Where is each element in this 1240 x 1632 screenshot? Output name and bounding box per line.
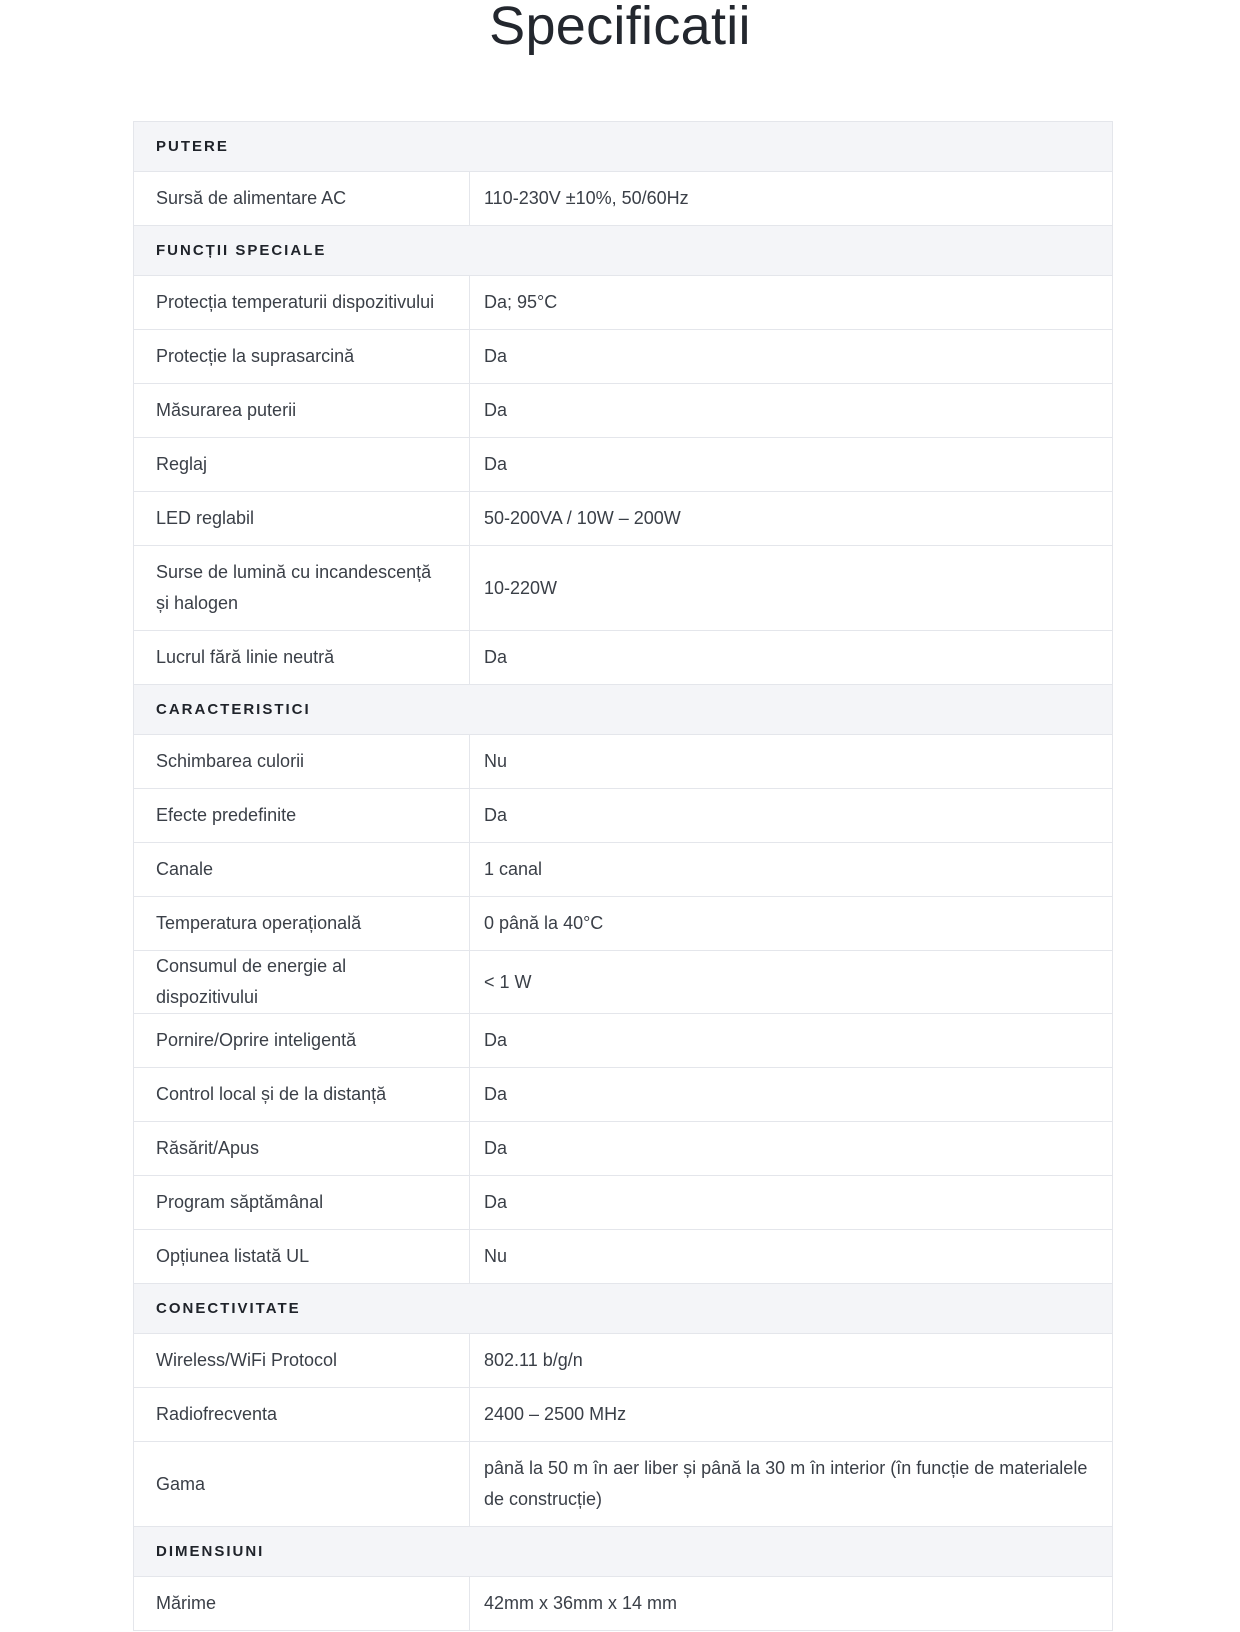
table-row: [134, 384, 1113, 438]
spec-value: Da: [470, 384, 1113, 438]
spec-value: 110-230V ±10%, 50/60Hz: [470, 172, 1113, 226]
spec-label: Protecția temperaturii dispozitivului: [134, 276, 470, 330]
section-header-caracteristici: [134, 685, 1113, 735]
spec-label: Consumul de energie al dispozitivului: [134, 951, 470, 1014]
spec-value: Da: [470, 1068, 1113, 1122]
spec-label: Opțiunea listată UL: [134, 1230, 470, 1284]
spec-value: Da: [470, 1014, 1113, 1068]
table-row: [134, 897, 1113, 951]
spec-value: Da: [470, 789, 1113, 843]
section-header-dimensiuni: [134, 1527, 1113, 1577]
spec-label: Sursă de alimentare AC: [134, 172, 470, 226]
table-row: [134, 843, 1113, 897]
spec-value: Da: [470, 1122, 1113, 1176]
table-row: [134, 546, 1113, 631]
spec-label: Wireless/WiFi Protocol: [134, 1334, 470, 1388]
table-row: [134, 438, 1113, 492]
spec-value: 10-220W: [470, 546, 1113, 631]
table-row: [134, 492, 1113, 546]
table-row: [134, 1230, 1113, 1284]
table-row: [134, 330, 1113, 384]
spec-label: Lucrul fără linie neutră: [134, 631, 470, 685]
section-header-conectivitate: [134, 1284, 1113, 1334]
spec-value: 42mm x 36mm x 14 mm: [470, 1577, 1113, 1631]
spec-value: 802.11 b/g/n: [470, 1334, 1113, 1388]
table-row: [134, 1388, 1113, 1442]
spec-label: Gama: [134, 1442, 470, 1527]
table-row: [134, 1442, 1113, 1527]
table-row: [134, 789, 1113, 843]
spec-label: LED reglabil: [134, 492, 470, 546]
page-title: Specificatii: [489, 0, 751, 56]
section-heading: CONECTIVITATE: [134, 1284, 1113, 1334]
spec-label: Schimbarea culorii: [134, 735, 470, 789]
spec-value: 0 până la 40°C: [470, 897, 1113, 951]
table-row: [134, 1334, 1113, 1388]
specifications-table: [133, 121, 1113, 1631]
table-row: [134, 1122, 1113, 1176]
table-row: [134, 1014, 1113, 1068]
table-row: [134, 1577, 1113, 1631]
spec-value: Da: [470, 438, 1113, 492]
section-heading: CARACTERISTICI: [134, 685, 1113, 735]
spec-label: Reglaj: [134, 438, 470, 492]
table-row: [134, 172, 1113, 226]
spec-label: Mărime: [134, 1577, 470, 1631]
spec-value: 50-200VA / 10W – 200W: [470, 492, 1113, 546]
spec-value: până la 50 m în aer liber și până la 30 m în interior (în funcție de materialele de construcție): [470, 1442, 1113, 1527]
spec-value: Da: [470, 330, 1113, 384]
section-header-putere: [134, 122, 1113, 172]
spec-value: Da: [470, 631, 1113, 685]
table-row: [134, 631, 1113, 685]
table-row: [134, 735, 1113, 789]
spec-label: Temperatura operațională: [134, 897, 470, 951]
spec-value: < 1 W: [470, 951, 1113, 1014]
spec-value: Nu: [470, 735, 1113, 789]
spec-label: Control local și de la distanță: [134, 1068, 470, 1122]
spec-value: Nu: [470, 1230, 1113, 1284]
spec-label: Program săptămânal: [134, 1176, 470, 1230]
table-row: [134, 951, 1113, 1014]
spec-label: Măsurarea puterii: [134, 384, 470, 438]
spec-label: Surse de lumină cu incandescență și halogen: [134, 546, 470, 631]
spec-label: Pornire/Oprire inteligentă: [134, 1014, 470, 1068]
section-heading: FUNCȚII SPECIALE: [134, 226, 1113, 276]
table-row: [134, 276, 1113, 330]
section-heading: PUTERE: [134, 122, 1113, 172]
spec-label: Răsărit/Apus: [134, 1122, 470, 1176]
spec-value: 2400 – 2500 MHz: [470, 1388, 1113, 1442]
spec-value: Da: [470, 1176, 1113, 1230]
spec-label: Protecție la suprasarcină: [134, 330, 470, 384]
spec-value: Da; 95°C: [470, 276, 1113, 330]
section-heading: DIMENSIUNI: [134, 1527, 1113, 1577]
spec-label: Efecte predefinite: [134, 789, 470, 843]
spec-label: Radiofrecventa: [134, 1388, 470, 1442]
spec-label: Canale: [134, 843, 470, 897]
table-row: [134, 1176, 1113, 1230]
section-header-functii-speciale: [134, 226, 1113, 276]
table-row: [134, 1068, 1113, 1122]
spec-value: 1 canal: [470, 843, 1113, 897]
